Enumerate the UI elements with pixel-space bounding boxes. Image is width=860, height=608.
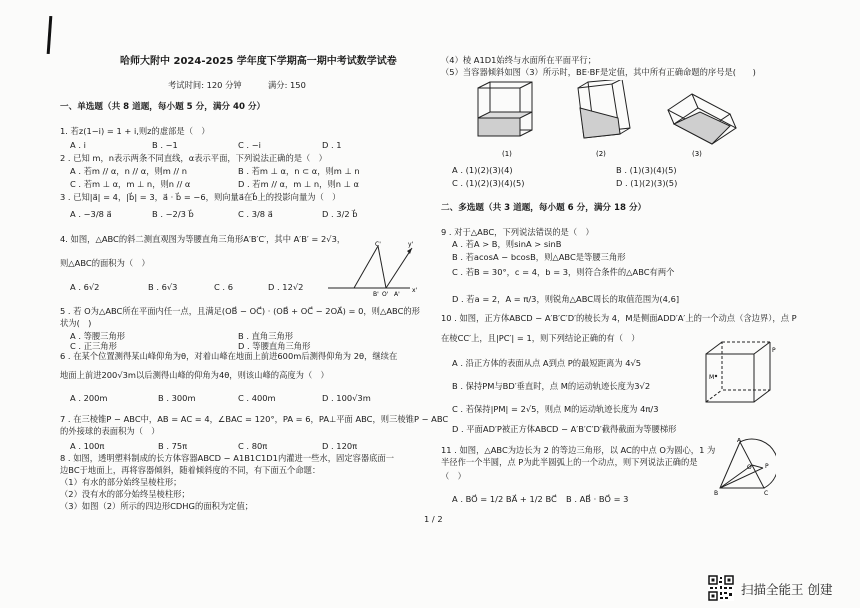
q8-proposition-2: （2）没有水的部分始终呈棱柱形； bbox=[60, 489, 190, 499]
q7-option-b: B . 75π bbox=[158, 441, 188, 451]
q4-option-c: C . 6 bbox=[214, 282, 233, 292]
q8-figures bbox=[460, 80, 750, 162]
q9-stem: 9 . 对于△ABC，下列说法错误的是（ ） bbox=[441, 227, 594, 237]
q9-option-a: A . 若A > B，则sinA > sinB bbox=[452, 239, 562, 249]
q10-stem: 10 . 如图，正方体ABCD − A′B′C′D′的棱长为 4，M是侧面ADD′A′上的一个动点（含边界），点 P bbox=[441, 313, 797, 323]
q7-stem-2: 的外接球的表面积为（ ） bbox=[60, 426, 160, 436]
q4-option-d: D . 12√2 bbox=[268, 282, 304, 292]
q11-label-c: C bbox=[764, 490, 769, 497]
q8-proposition-5: （5）当容器倾斜如图（3）所示时，BE·BF是定值，其中所有正确命题的序号是( ) bbox=[441, 67, 756, 77]
q8-stem: 8 . 如图，透明塑料制成的长方体容器ABCD − A1B1C1D1内灌进一些水，固定容器底面一 bbox=[60, 453, 395, 463]
q8-figure-1 bbox=[478, 82, 532, 136]
q8-figure-3-label: (3) bbox=[692, 150, 702, 158]
q8-option-b: B . (1)(3)(4)(5) bbox=[616, 165, 677, 175]
q10-option-a: A . 沿正方体的表面从点 A到点 P的最短距离为 4√5 bbox=[452, 358, 642, 368]
q1-stem: 1. 若z(1−i) = 1 + i,则z的虚部是（ ） bbox=[60, 126, 210, 136]
qr-code-icon bbox=[708, 575, 734, 601]
exam-title: 哈师大附中 2024-2025 学年度下学期高一期中考试数学试卷 bbox=[120, 56, 397, 67]
q4-stem: 4. 如图，△ABC的斜二测直观图为等腰直角三角形A′B′C′，其中 A′B′ = 2√3， bbox=[60, 234, 346, 244]
q11-stem: 11 . 如图，△ABC为边长为 2 的等边三角形，以 AC的中点 O为圆心，1 为 bbox=[441, 445, 716, 455]
q8-option-a: A . (1)(2)(3)(4) bbox=[452, 165, 513, 175]
q7-option-d: D . 120π bbox=[322, 441, 358, 451]
q11-stem-2: 半径作一个半圆，点 P为此半圆弧上的一个动点，则下列说法正确的是 bbox=[441, 457, 698, 467]
q6-stem-2: 地面上前进200√3m以后测得山峰的仰角为4θ，则该山峰的高度为（ ） bbox=[60, 370, 329, 380]
q8-option-d: D . (1)(2)(3)(5) bbox=[616, 178, 678, 188]
q3-stem: 3 . 已知|a⃗| = 4，|b⃗| = 3，a⃗ · b⃗ = −6，则向量a⃗在b⃗上的投影向量为（ ） bbox=[60, 192, 341, 202]
q4-option-a: A . 6√2 bbox=[70, 282, 100, 292]
q8-figure-3 bbox=[668, 94, 736, 144]
q1-option-a: A . i bbox=[70, 140, 86, 150]
q4-stem-2: 则△ABC的面积为（ ） bbox=[60, 258, 150, 268]
q8-proposition-1: （1）有水的部分始终呈棱柱形； bbox=[60, 477, 182, 487]
q7-option-a: A . 100π bbox=[70, 441, 105, 451]
q5-stem-2: 状为( ) bbox=[60, 318, 92, 328]
q8-figure-1-label: (1) bbox=[502, 150, 512, 158]
q2-option-b: B . 若m ⊥ α，n ⊂ α，则m ⊥ n bbox=[238, 166, 360, 176]
q4-label-y: y' bbox=[408, 241, 414, 248]
q11-label-p: P bbox=[765, 463, 769, 470]
page-number: 1 / 2 bbox=[424, 514, 443, 524]
exam-time: 考试时间: 120 分钟 bbox=[168, 80, 242, 90]
q10-option-d: D . 平面AD′P被正方体ABCD − A′B′C′D′截得截面为等腰梯形 bbox=[452, 424, 677, 434]
q5-stem: 5 . 若 O为△ABC所在平面内任一点，且满足(OB⃗ − OC⃗) · (OB⃗ + OC⃗ − 2OA⃗) = 0，则△ABC的形 bbox=[60, 306, 420, 316]
q10-stem-2: 在棱CC′上，且|PC′| = 1，则下列结论正确的有（ ） bbox=[441, 333, 640, 343]
q5-option-b: B . 直角三角形 bbox=[238, 331, 294, 341]
q10-label-m: M bbox=[709, 374, 715, 381]
q8-figure-2-label: (2) bbox=[596, 150, 606, 158]
q7-stem: 7 . 在三棱锥P − ABC中，AB = AC = 4，∠BAC = 120°，PA = 6，PA⊥平面 ABC，则三棱锥P − ABC bbox=[60, 414, 449, 424]
exam-score: 满分: 150 bbox=[268, 80, 306, 90]
q6-option-c: C . 400m bbox=[238, 393, 276, 403]
q9-option-b: B . 若acosA − bcosB，则△ABC是等腰三角形 bbox=[452, 252, 626, 262]
q6-option-d: D . 100√3m bbox=[322, 393, 371, 403]
q5-option-c: C . 正三角形 bbox=[70, 341, 117, 351]
pen-mark bbox=[47, 16, 53, 54]
q2-option-a: A . 若m // α，n // α，则m // n bbox=[70, 166, 187, 176]
q2-option-c: C . 若m ⊥ α，m ⊥ n，则n // α bbox=[70, 179, 191, 189]
q11-label-o: O bbox=[747, 464, 752, 471]
q10-label-p: P bbox=[772, 347, 776, 354]
q1-option-c: C . −i bbox=[238, 140, 261, 150]
q10-option-b: B . 保持PM与BD′垂直时，点 M的运动轨迹长度为3√2 bbox=[452, 381, 651, 391]
q5-option-d: D . 等腰直角三角形 bbox=[238, 341, 311, 351]
q8-option-c: C . (1)(2)(3)(4)(5) bbox=[452, 178, 525, 188]
q8-figure-2 bbox=[578, 80, 630, 138]
q1-option-d: D . 1 bbox=[322, 140, 342, 150]
q3-option-a: A . −3/8 a⃗ bbox=[70, 209, 112, 219]
q8-proposition-4: （4）棱 A1D1始终与水面所在平面平行； bbox=[441, 55, 596, 65]
q6-option-a: A . 200m bbox=[70, 393, 108, 403]
q11-option-a: A . BO⃗ = 1/2 BA⃗ + 1/2 BC⃗ bbox=[452, 494, 557, 504]
q4-figure bbox=[320, 240, 420, 296]
q3-option-d: D . 3/2 b⃗ bbox=[322, 209, 358, 219]
q7-option-c: C . 80π bbox=[238, 441, 268, 451]
q10-option-c: C . 若保持|PM| = 2√5，则点 M的运动轨迹长度为 4π/3 bbox=[452, 404, 659, 414]
q9-option-d: D . 若a = 2，A = π/3，则锐角△ABC周长的取值范围为(4,6] bbox=[452, 294, 680, 304]
q11-label-a: A bbox=[737, 438, 742, 444]
q4-label-o: O' bbox=[382, 291, 389, 296]
q9-option-c: C . 若B = 30°，c = 4，b = 3，则符合条件的△ABC有两个 bbox=[452, 267, 675, 277]
q8-proposition-3: （3）如图（2）所示的四边形CDHG的面积为定值； bbox=[60, 501, 254, 511]
q10-cube-figure bbox=[700, 336, 780, 408]
q4-option-b: B . 6√3 bbox=[148, 282, 178, 292]
q4-label-x: x' bbox=[412, 287, 418, 294]
q2-option-d: D . 若m // α，m ⊥ n，则n ⊥ α bbox=[238, 179, 359, 189]
q11-triangle-figure bbox=[714, 438, 776, 498]
q11-stem-3: （ ） bbox=[441, 471, 466, 481]
q8-stem-2: 边BC于地面上，再将容器倾斜，随着倾斜度的不同，有下面五个命题： bbox=[60, 465, 321, 475]
q3-option-b: B . −2/3 b⃗ bbox=[152, 209, 194, 219]
q2-stem: 2 . 已知 m，n表示两条不同直线，α表示平面，下列说法正确的是（ ） bbox=[60, 153, 327, 163]
q6-stem: 6 . 在某个位置测得某山峰仰角为θ，对着山峰在地面上前进600m后测得仰角为 2θ，继续在 bbox=[60, 351, 398, 361]
q6-option-b: B . 300m bbox=[158, 393, 196, 403]
q4-label-b: B' bbox=[373, 291, 379, 296]
q11-label-b: B bbox=[714, 490, 719, 497]
q4-label-a: A' bbox=[394, 291, 400, 296]
q3-option-c: C . 3/8 a⃗ bbox=[238, 209, 273, 219]
section-single-choice: 一、单选题（共 8 道题，每小题 5 分，满分 40 分） bbox=[60, 102, 266, 112]
q4-label-c: C' bbox=[375, 241, 381, 248]
scanner-brand-text: 扫描全能王 创建 bbox=[741, 582, 833, 597]
q11-option-b: B . AB⃗ · BO⃗ = 3 bbox=[566, 494, 629, 504]
section-multi-choice: 二、多选题（共 3 道题，每小题 6 分，满分 18 分） bbox=[441, 203, 647, 213]
q1-option-b: B . −1 bbox=[152, 140, 178, 150]
q5-option-a: A . 等腰三角形 bbox=[70, 331, 126, 341]
